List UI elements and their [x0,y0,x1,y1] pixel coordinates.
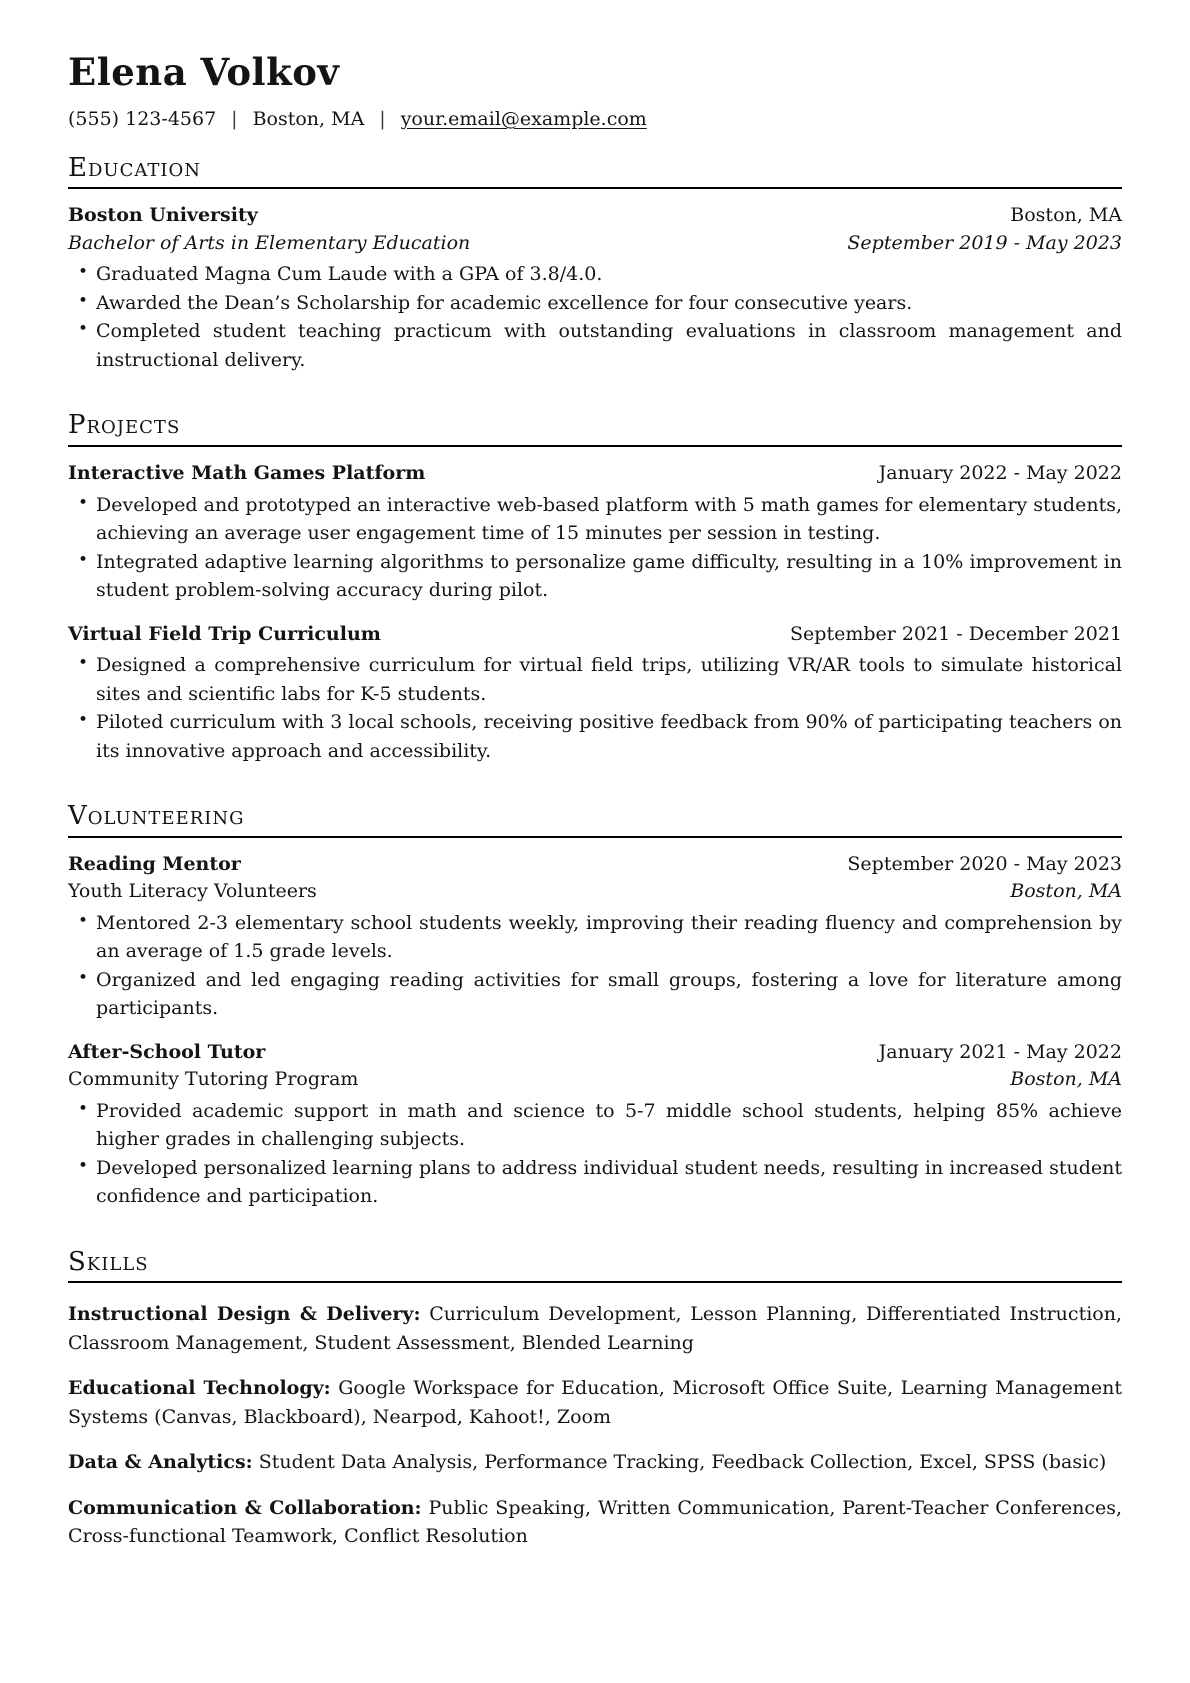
bullet-list [68,1097,1122,1211]
entry-subheader-row [68,878,1122,906]
volunteering-entry [68,851,1122,1023]
project-name: Interactive Math Games Platform [68,461,426,484]
bullet-list [68,651,1122,765]
skill-category: Instructional Design & Delivery: [68,1303,421,1326]
bullet-item: • Developed personalized learning plans to address individual student needs, resulting in increased student confidence and participation. [96,1154,1122,1211]
bullet-item: • Provided academic support in math and science to 5-7 middle school students, helping 85% achieve higher grades in challenging subjects. [96,1097,1122,1154]
bullet-item: • Developed and prototyped an interactive web-based platform with 5 math games for elementary students, achieving an average user engagement time of 15 minutes per session in testing. [96,491,1122,548]
skill-category: Educational Technology: [68,1377,331,1400]
bullet-item: • Designed a comprehensive curriculum for virtual field trips, utilizing VR/AR tools to simulate historical sites and scientific labs for K-5 students. [96,651,1122,708]
section-title-education: Education [68,154,1122,190]
project-entry [68,460,1122,605]
entry-dates: September 2019 - May 2023 [847,231,1122,254]
bullet-list [68,909,1122,1023]
degree-name: Bachelor of Arts in Elementary Education [68,231,471,254]
bullet-item: • Mentored 2-3 elementary school students weekly, improving their reading fluency and comprehension by an average of 1.5 grade levels. [96,909,1122,966]
bullet-item: • Awarded the Dean’s Scholarship for academic excellence for four consecutive years. [96,289,1122,318]
bullet-item: • Piloted curriculum with 3 local schools, receiving positive feedback from 90% of participating teachers on its innovative approach and accessibility. [96,708,1122,765]
location-text: Boston, MA [252,107,365,130]
organization-name: Youth Literacy Volunteers [68,880,317,903]
skill-details: Student Data Analysis, Performance Tracking, Feedback Collection, Excel, SPSS (basic) [258,1451,1107,1474]
person-name: Elena Volkov [68,50,340,94]
entry-location: Boston, MA [1010,880,1122,903]
email-link[interactable]: your.email@example.com [400,107,647,130]
entry-header-row [68,1039,1122,1067]
section-title-projects: Projects [68,411,1122,447]
separator-bar: | [379,107,386,130]
skill-line [68,1300,1122,1357]
organization-name: Community Tutoring Program [68,1068,359,1091]
entry-header-row [68,621,1122,649]
section-skills [68,1248,1122,1551]
section-title-skills: Skills [68,1248,1122,1284]
skill-line [68,1494,1122,1551]
entry-dates: September 2021 - December 2021 [790,622,1122,645]
entry-subheader-row [68,1066,1122,1094]
entry-header-row [68,202,1122,230]
section-projects [68,411,1122,765]
section-volunteering [68,802,1122,1211]
bullet-list [68,260,1122,374]
volunteering-entry [68,1039,1122,1211]
project-entry [68,621,1122,766]
contact-line [68,108,1122,130]
entry-dates: September 2020 - May 2023 [847,852,1122,875]
bullet-list [68,491,1122,605]
entry-header-row [68,851,1122,879]
separator-bar: | [231,107,238,130]
project-name: Virtual Field Trip Curriculum [68,622,381,645]
entry-dates: January 2021 - May 2022 [878,1040,1122,1063]
skill-details: Public Speaking, Written Communication, Parent-Teacher Conferences, Cross-functional Teamwork, Conflict Resolution [68,1496,1122,1548]
skill-details: Google Workspace for Education, Microsoft Office Suite, Learning Management Systems (Canvas, Blackboard), Nearpod, Kahoot!, Zoom [68,1377,1122,1428]
entry-location: Boston, MA [1010,204,1122,227]
phone-number: (555) 123-4567 [68,107,217,130]
institution-name: Boston University [68,204,258,227]
entry-location: Boston, MA [1010,1068,1122,1091]
education-entry [68,202,1122,374]
entry-dates: January 2022 - May 2022 [878,461,1122,484]
skill-details: Curriculum Development, Lesson Planning, Differentiated Instruction, Classroom Management, Student Assessment, Blended Learning [68,1303,1122,1354]
section-title-volunteering: Volunteering [68,802,1122,838]
skill-category: Communication & Collaboration: [68,1496,422,1519]
section-education [68,154,1122,375]
entry-subheader-row [68,230,1122,258]
bullet-item: • Graduated Magna Cum Laude with a GPA of 3.8/4.0. [96,260,1122,289]
bullet-item: • Integrated adaptive learning algorithms to personalize game difficulty, resulting in a 10% improvement in student problem-solving accuracy during pilot. [96,548,1122,605]
skill-line [68,1448,1122,1477]
role-name: Reading Mentor [68,852,241,875]
skill-category: Data & Analytics: [68,1451,253,1474]
skill-line [68,1374,1122,1431]
entry-header-row [68,460,1122,488]
bullet-item: • Organized and led engaging reading activities for small groups, fostering a love for literature among participants. [96,966,1122,1023]
role-name: After-School Tutor [68,1040,266,1063]
bullet-item: • Completed student teaching practicum with outstanding evaluations in classroom management and instructional delivery. [96,317,1122,374]
